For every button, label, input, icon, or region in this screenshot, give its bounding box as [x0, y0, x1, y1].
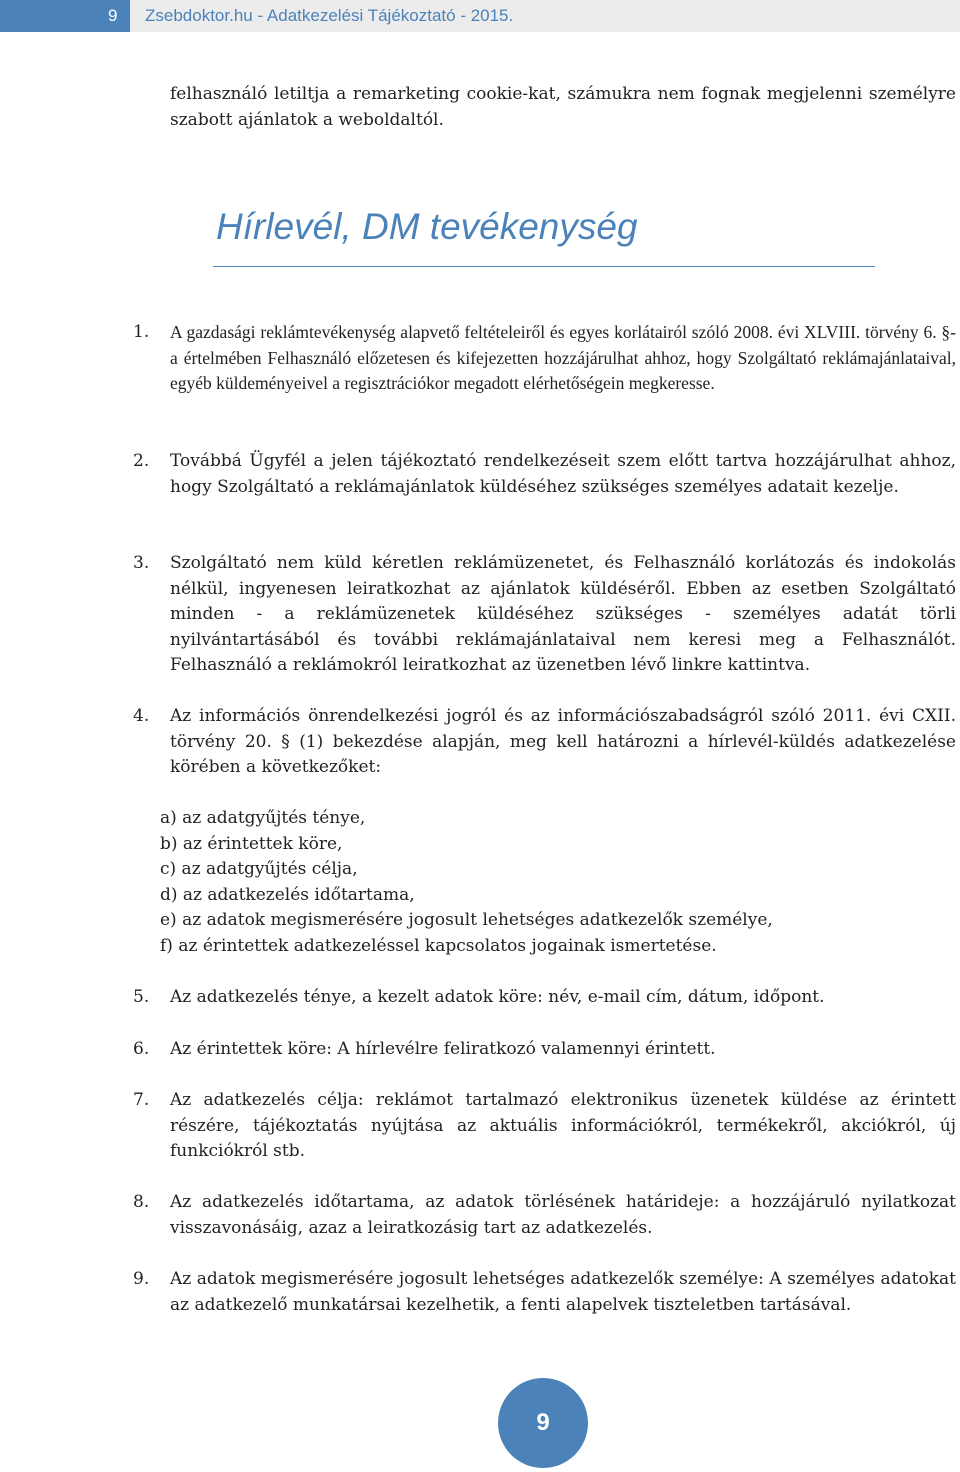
footer-page-number: 9	[498, 1378, 588, 1468]
item-number: 2.	[133, 451, 150, 471]
sub-item-e: e) az adatok megismerésére jogosult lehetséges adatkezelők személye,	[160, 910, 773, 930]
item-number: 9.	[133, 1269, 150, 1289]
item-number: 6.	[133, 1039, 150, 1059]
item-number: 8.	[133, 1192, 150, 1212]
item-number: 5.	[133, 987, 150, 1007]
intro-paragraph: felhasználó letiltja a remarketing cookie-kat, számukra nem fognak megjelenni személyre szabott ajánlatok a weboldaltól.	[170, 84, 956, 130]
item-text: Az adatkezelés ténye, a kezelt adatok köre: név, e-mail cím, dátum, időpont.	[170, 987, 825, 1007]
section-heading: Hírlevél, DM tevékenység	[216, 206, 638, 247]
item-text: Az érintettek köre: A hírlevélre feliratkozó valamennyi érintett.	[170, 1039, 716, 1059]
item-number: 7.	[133, 1090, 150, 1110]
item-text: Az adatkezelés időtartama, az adatok törlésének határideje: a hozzájáruló nyilatkozat visszavonásáig, azaz a leiratkozásig tart az adatkezelés.	[170, 1192, 956, 1238]
sub-item-b: b) az érintettek köre,	[160, 834, 343, 854]
item-number: 4.	[133, 706, 150, 726]
item-text: Az adatkezelés célja: reklámot tartalmazó elektronikus üzenetek küldése az érintett részére, tájékoztatás nyújtása az aktuális információkról, termékekről, akciókról, új funkciókról stb.	[170, 1090, 956, 1161]
item-number: 3.	[133, 553, 150, 573]
header-title: Zsebdoktor.hu - Adatkezelési Tájékoztató - 2015.	[145, 6, 514, 25]
heading-divider	[213, 266, 875, 267]
sub-item-a: a) az adatgyűjtés ténye,	[160, 808, 366, 828]
sub-item-c: c) az adatgyűjtés célja,	[160, 859, 358, 879]
item-text: Az adatok megismerésére jogosult lehetséges adatkezelők személye: A személyes adatokat az adatkezelő munkatársai kezelhetik, a fenti alapelvek tiszteletben tartásával.	[170, 1269, 956, 1315]
item-text: Az információs önrendelkezési jogról és az információszabadságról szóló 2011. évi CXII. törvény 20. § (1) bekezdése alapján, meg kell határozni a hírlevél-küldés adatkezelése körében a következőket:	[170, 706, 956, 777]
sub-item-d: d) az adatkezelés időtartama,	[160, 885, 415, 905]
item-text: Szolgáltató nem küld kéretlen reklámüzenetet, és Felhasználó korlátozás és indokolás nélkül, ingyenesen leiratkozhat az ajánlatok küldéséről. Ebben az esetben Szolgáltató minden - a reklámüzenetek küldéséhez szükséges - személyes adatát törli nyilvántartásából és további reklámajánlataival nem keresi meg a Felhasználót. Felhasználó a reklámokról leiratkozhat az üzenetben lévő linkre kattintva.	[170, 553, 956, 675]
item-number: 1.	[133, 322, 150, 342]
sub-item-f: f) az érintettek adatkezeléssel kapcsolatos jogainak ismertetése.	[160, 936, 717, 956]
item-text: A gazdasági reklámtevékenység alapvető feltételeiről és egyes korlátairól szóló 2008. évi XLVIII. törvény 6. §-a értelmében Felhasználó előzetesen és kifejezetten hozzájárulhat ahhoz, hogy Szolgáltató reklámajánlataival, egyéb küldeményeivel a regisztrációkor megadott elérhetőségein megkeresse.	[170, 322, 956, 393]
item-text: Továbbá Ügyfél a jelen tájékoztató rendelkezéseit szem előtt tartva hozzájárulhat ahhoz, hogy Szolgáltató a reklámajánlatok küldéséhez szükséges személyes adatait kezelje.	[170, 451, 956, 497]
header-page-number: 9	[0, 0, 130, 32]
